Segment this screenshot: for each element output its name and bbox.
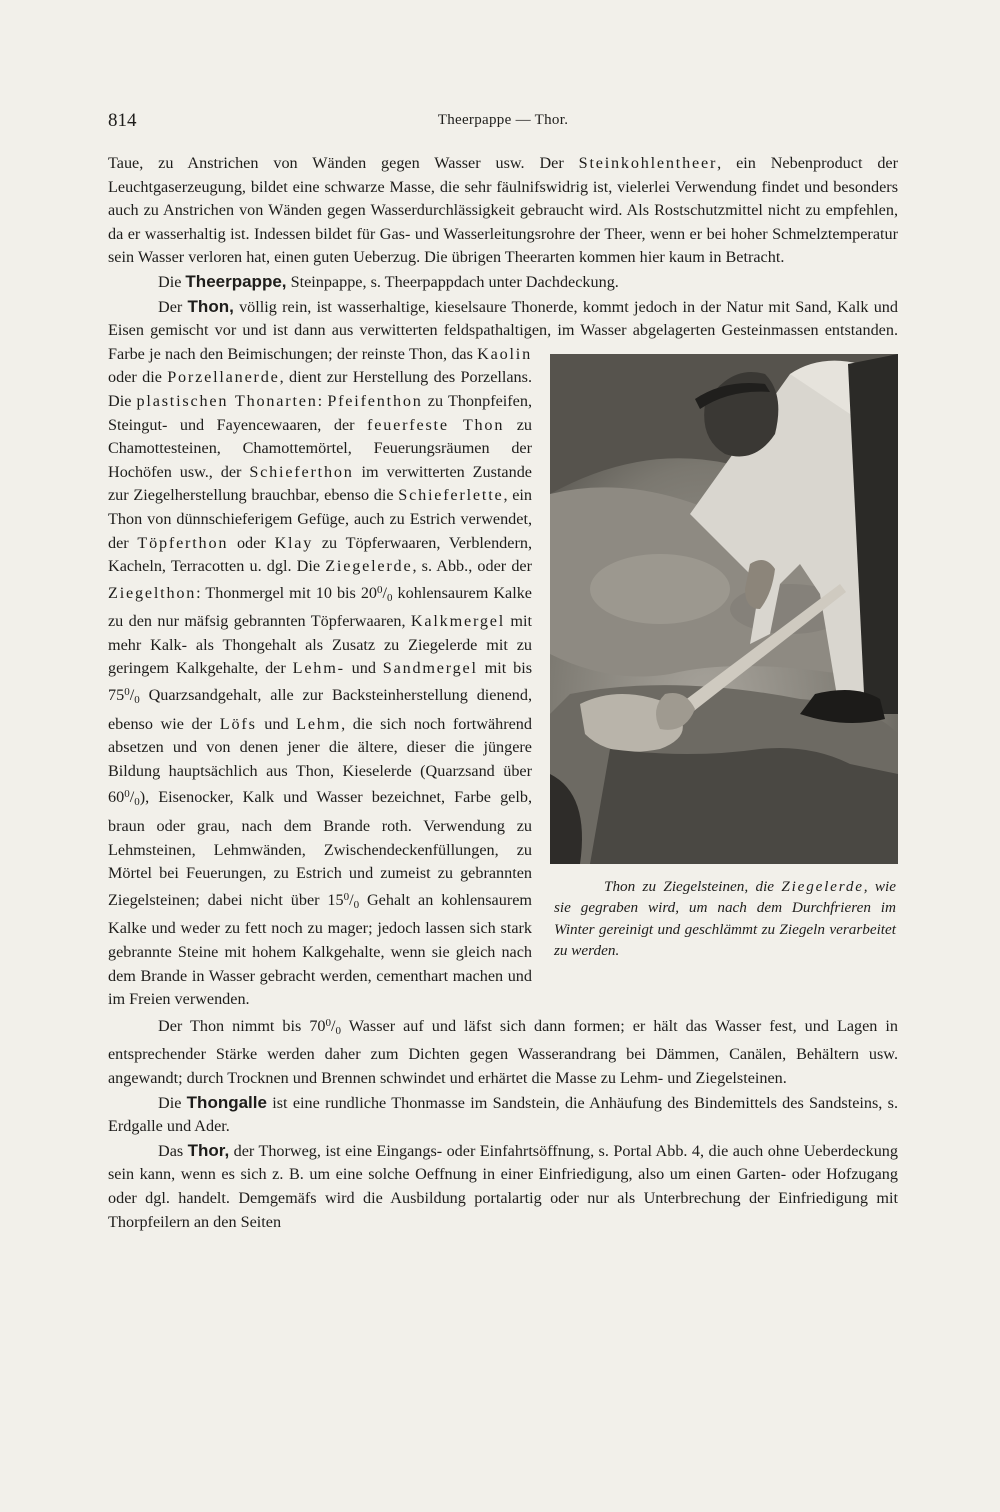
paragraph-theerpappe: Die Theerpappe, Steinpappe, s. Theerpappdach unter Dachdeckung. — [158, 271, 619, 291]
paragraph-thon-wasser: Der Thon nimmt bis $70^0/_0$ Wasser auf und läfst sich dann formen; er hält das Wasser fest, und Lagen in entsprechender Stärke werden daher zum Dichten gegen Wasserandrang bei Dämmen, Canälen, Behältern usw. angewandt; durch Trocknen und Brennen schwindet und erhärtet die Masse zu Lehm- und Ziegelsteinen. — [108, 1016, 898, 1087]
body-text — [108, 152, 898, 1234]
paragraph-thor: Das Thor, der Thorweg, ist eine Eingangs- oder Einfahrtsöffnung, s. Portal Abb. 4, die auch ohne Ueberdeckung sein kann, wenn es sich z. B. um eine solche Oeffnung in einer Einfriedigung, also um einen Garten- oder Hofzugang oder dgl. handelt. Demgemäfs wird die Ausbildung portalartig oder nur als Unterbrechung der Einfriedigung mit Thorpfeilern an den Seiten — [108, 1140, 898, 1231]
lemma-theerpappe: Theerpappe, — [185, 271, 287, 291]
lemma-thongalle: Thongalle — [186, 1092, 267, 1112]
paragraph-thon: Der Thon, völlig rein, ist wasserhaltige, kieselsaure Thonerde, kommt jedoch in der Natur mit Sand, Kalk und Eisen gemischt vor und ist dann aus verwitterten feldspathaltigen, im Wasser abgelagerten Gesteinmassen entstanden. Farbe je nach den Beimischungen; der reinste Thon, das Thon zu Ziegelsteinen, die Ziegelerde, wie sie gegraben wird, um nach dem Durchfrieren im Winter gereinigt und geschlämmt zu Ziegeln verarbeitet zu werden. Kaolin oder die Porzellanerde, dient zur Herstellung des Porzellans. Die plastischen Thonarten: Pfeifenthon zu Thonpfeifen, Steingut- und Fayencewaaren, der feuerfeste Thon zu Chamottesteinen, Chamottemörtel, Feuerungsräumen der Hochöfen usw., der Schieferthon im verwitterten Zustande zur Ziegelherstellung brauchbar, ebenso die Schieferlette, ein Thon von dünnschieferigem Gefüge, auch zu Estrich verwendet, der Töpferthon oder Klay zu Töpferwaaren, Verblendern, Kacheln, Terracotten u. dgl. Die Ziegelerde, s. Abb., oder der Ziegelthon: Thonmergel mit 10 bis $20^0/_0$ kohlensaurem Kalke zu den nur mäfsig gebrannten Töpferwaaren, Kalkmergel mit mehr Kalk- als Thongehalt als Zusatz zu Ziegelerde mit zu geringem Kalkgehalte, der Lehm- und Sandmergel mit bis $75^0/_0$ Quarzsandgehalt, alle zur Backsteinherstellung dienend, ebenso wie der Löfs und Lehm, die sich noch fortwährend absetzen und von denen jener die ältere, dieser die jüngere Bildung hauptsächlich aus Thon, Kieselerde (Quarzsand über $60^0/_0$), Eisenocker, Kalk und Wasser bezeichnet, Farbe gelb, braun oder grau, nach dem Brande roth. Verwendung zu Lehmsteinen, Lehmwänden, Zwischendeckenfüllungen, zu Mörtel bei Feuerungen, zu Estrich und zumeist zu gebrannten Ziegelsteinen; dabei nicht über $15^0/_0$ Gehalt an kohlensaurem Kalke und weder zu fett noch zu mager; jedoch lassen sich stark gebrannte Steine mit hohem Kalkgehalte, wenn sie gleich nach dem Brande in Wasser gebracht werden, cementhart machen und im Freien verwenden. — [108, 296, 898, 1009]
page-header — [108, 110, 898, 134]
photo-clay-digging — [550, 354, 898, 864]
lemma-thon: Thon, — [187, 296, 234, 316]
paragraph-thongalle: Die Thongalle ist eine rundliche Thonmasse im Sandstein, die Anhäufung des Bindemittels des Sandsteins, s. Erdgalle und Ader. — [108, 1092, 898, 1136]
running-head: Theerpappe — Thor. — [437, 112, 569, 128]
paragraph-steinkohlentheer: Taue, zu Anstrichen von Wänden gegen Wasser usw. Der Steinkohlentheer, ein Nebenproduct der Leuchtgaserzeugung, bildet eine schwarze Masse, die sehr fäulnifswidrig ist, vielerlei Verwendung findet und besonders auch zu Anstrichen von Wänden gegen Wasserdurchlässigkeit gebraucht wird. Als Rostschutzmittel nicht zu empfehlen, da er wasserhaltig ist. Indessen bildet für Gas- und Wasserleitungsrohre der Theer, wenn er bei hoher Schmelztemperatur sein Wasser verloren hat, einen guten Ueberzug. Die übrigen Theerarten kommen hier kaum in Betracht. — [108, 154, 898, 267]
figure-caption: Thon zu Ziegelsteinen, die Ziegelerde, wie sie gegraben wird, um nach dem Durchfrieren im Winter gereinigt und geschlämmt zu Ziegeln verarbeitet zu werden. — [554, 877, 896, 960]
lemma-thor: Thor, — [187, 1140, 230, 1160]
page-number: 814 — [108, 110, 137, 131]
figure — [550, 354, 898, 962]
